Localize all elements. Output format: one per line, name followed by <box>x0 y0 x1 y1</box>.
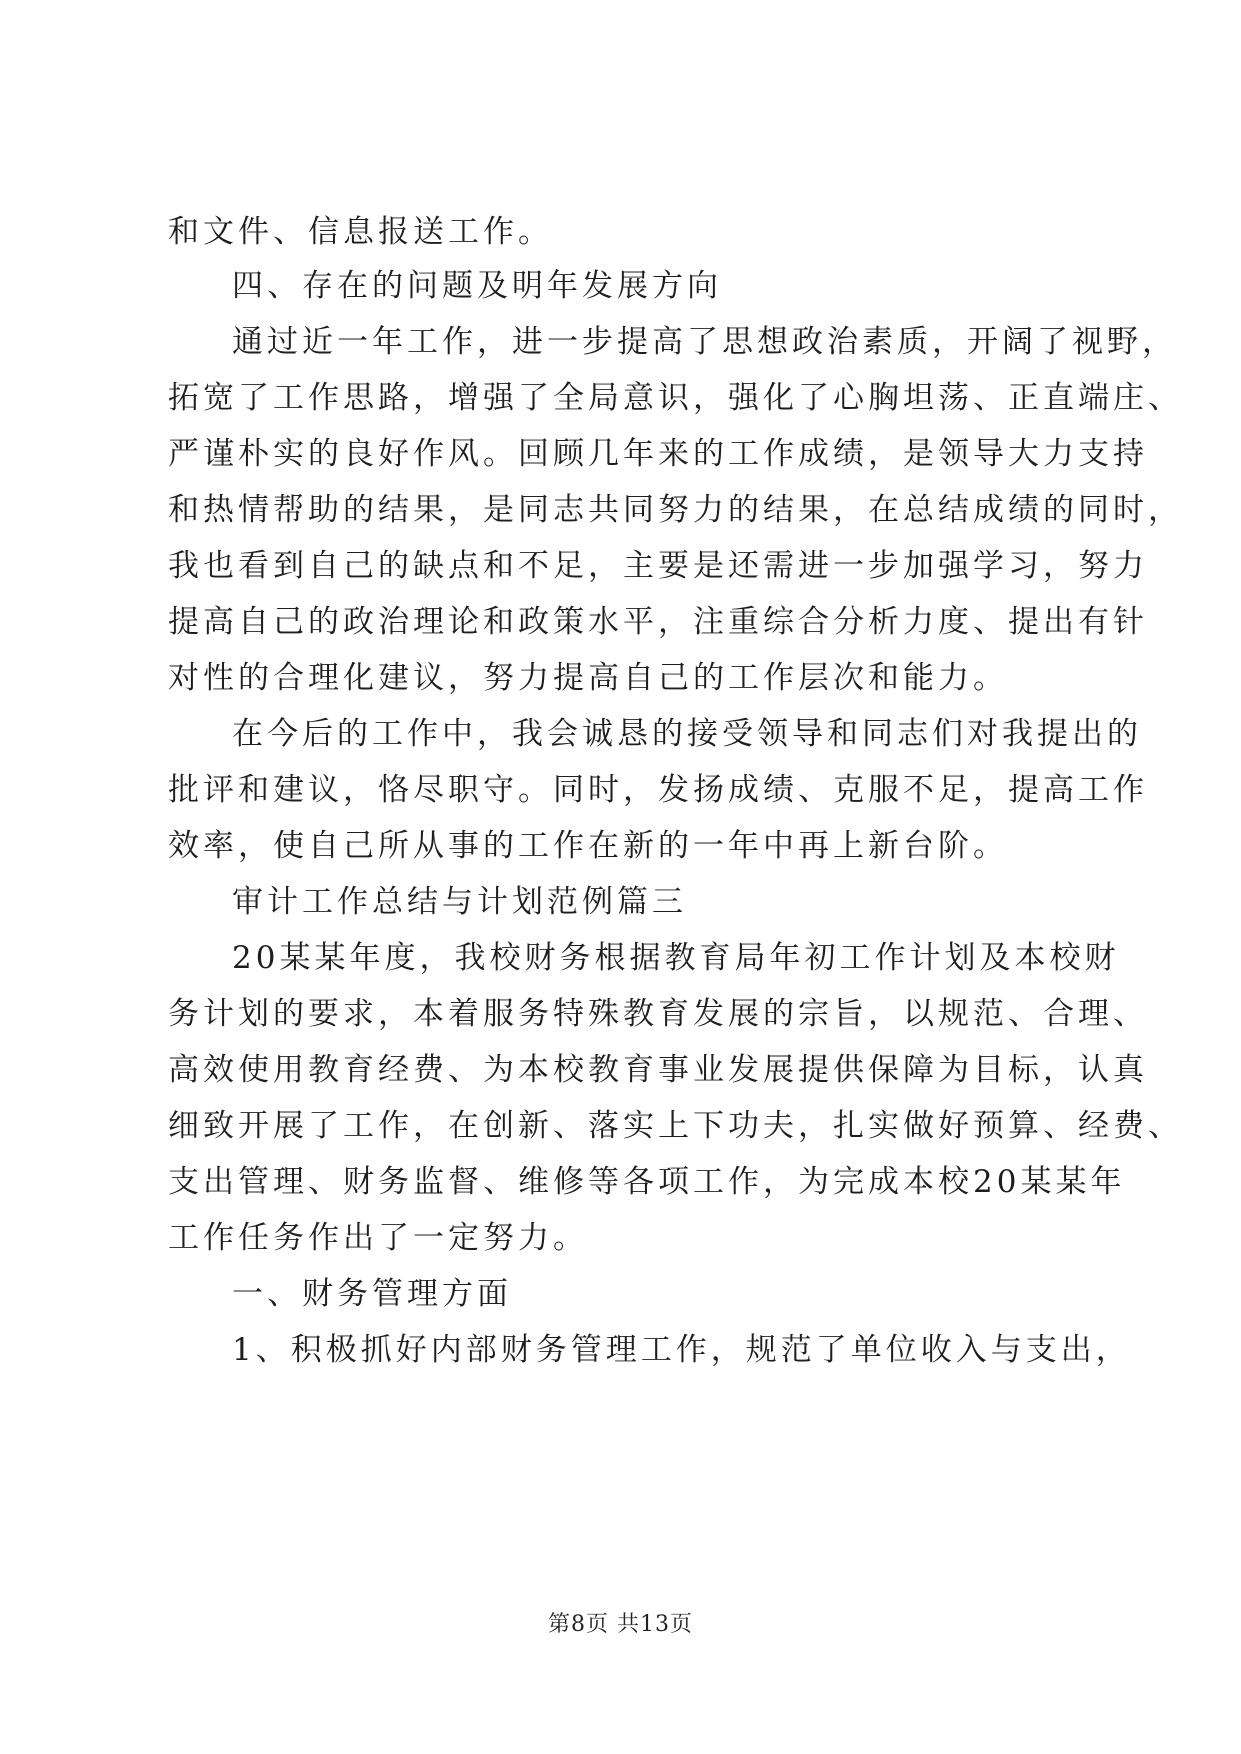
section-heading: 一、财务管理方面 <box>232 1276 512 1312</box>
section-heading: 四、存在的问题及明年发展方向 <box>232 268 722 304</box>
text-line: 1、积极抓好内部财务管理工作，规范了单位收入与支出， <box>232 1332 1131 1368</box>
text-line: 批评和建议，恪尽职守。同时，发扬成绩、克服不足，提高工作 <box>168 772 1148 808</box>
text-line: 对性的合理化建议，努力提高自己的工作层次和能力。 <box>168 660 1008 696</box>
text-line: 严谨朴实的良好作风。回顾几年来的工作成绩，是领导大力支持 <box>168 436 1148 472</box>
text-line: 效率，使自己所从事的工作在新的一年中再上新台阶。 <box>168 828 1008 864</box>
text-line: 20某某年度，我校财务根据教育局年初工作计划及本校财 <box>232 940 1120 976</box>
text-line: 支出管理、财务监督、维修等各项工作，为完成本校20某某年 <box>168 1164 1126 1200</box>
text-line: 务计划的要求，本着服务特殊教育发展的宗旨，以规范、合理、 <box>168 996 1148 1032</box>
text-line: 拓宽了工作思路，增强了全局意识，强化了心胸坦荡、正直端庄、 <box>168 380 1183 416</box>
text-line: 我也看到自己的缺点和不足，主要是还需进一步加强学习，努力 <box>168 548 1148 584</box>
text-line: 提高自己的政治理论和政策水平，注重综合分析力度、提出有针 <box>168 604 1148 640</box>
page-number-footer: 第8页 共13页 <box>548 1612 693 1637</box>
text-line: 和文件、信息报送工作。 <box>168 214 553 250</box>
text-line: 细致开展了工作，在创新、落实上下功夫，扎实做好预算、经费、 <box>168 1108 1183 1144</box>
section-heading: 审计工作总结与计划范例篇三 <box>232 884 687 920</box>
text-line: 在今后的工作中，我会诚恳的接受领导和同志们对我提出的 <box>232 716 1142 752</box>
text-line: 和热情帮助的结果，是同志共同努力的结果，在总结成绩的同时， <box>168 492 1183 528</box>
text-line: 通过近一年工作，进一步提高了思想政治素质，开阔了视野， <box>232 324 1177 360</box>
text-line: 工作任务作出了一定努力。 <box>168 1220 588 1256</box>
text-line: 高效使用教育经费、为本校教育事业发展提供保障为目标，认真 <box>168 1052 1148 1088</box>
